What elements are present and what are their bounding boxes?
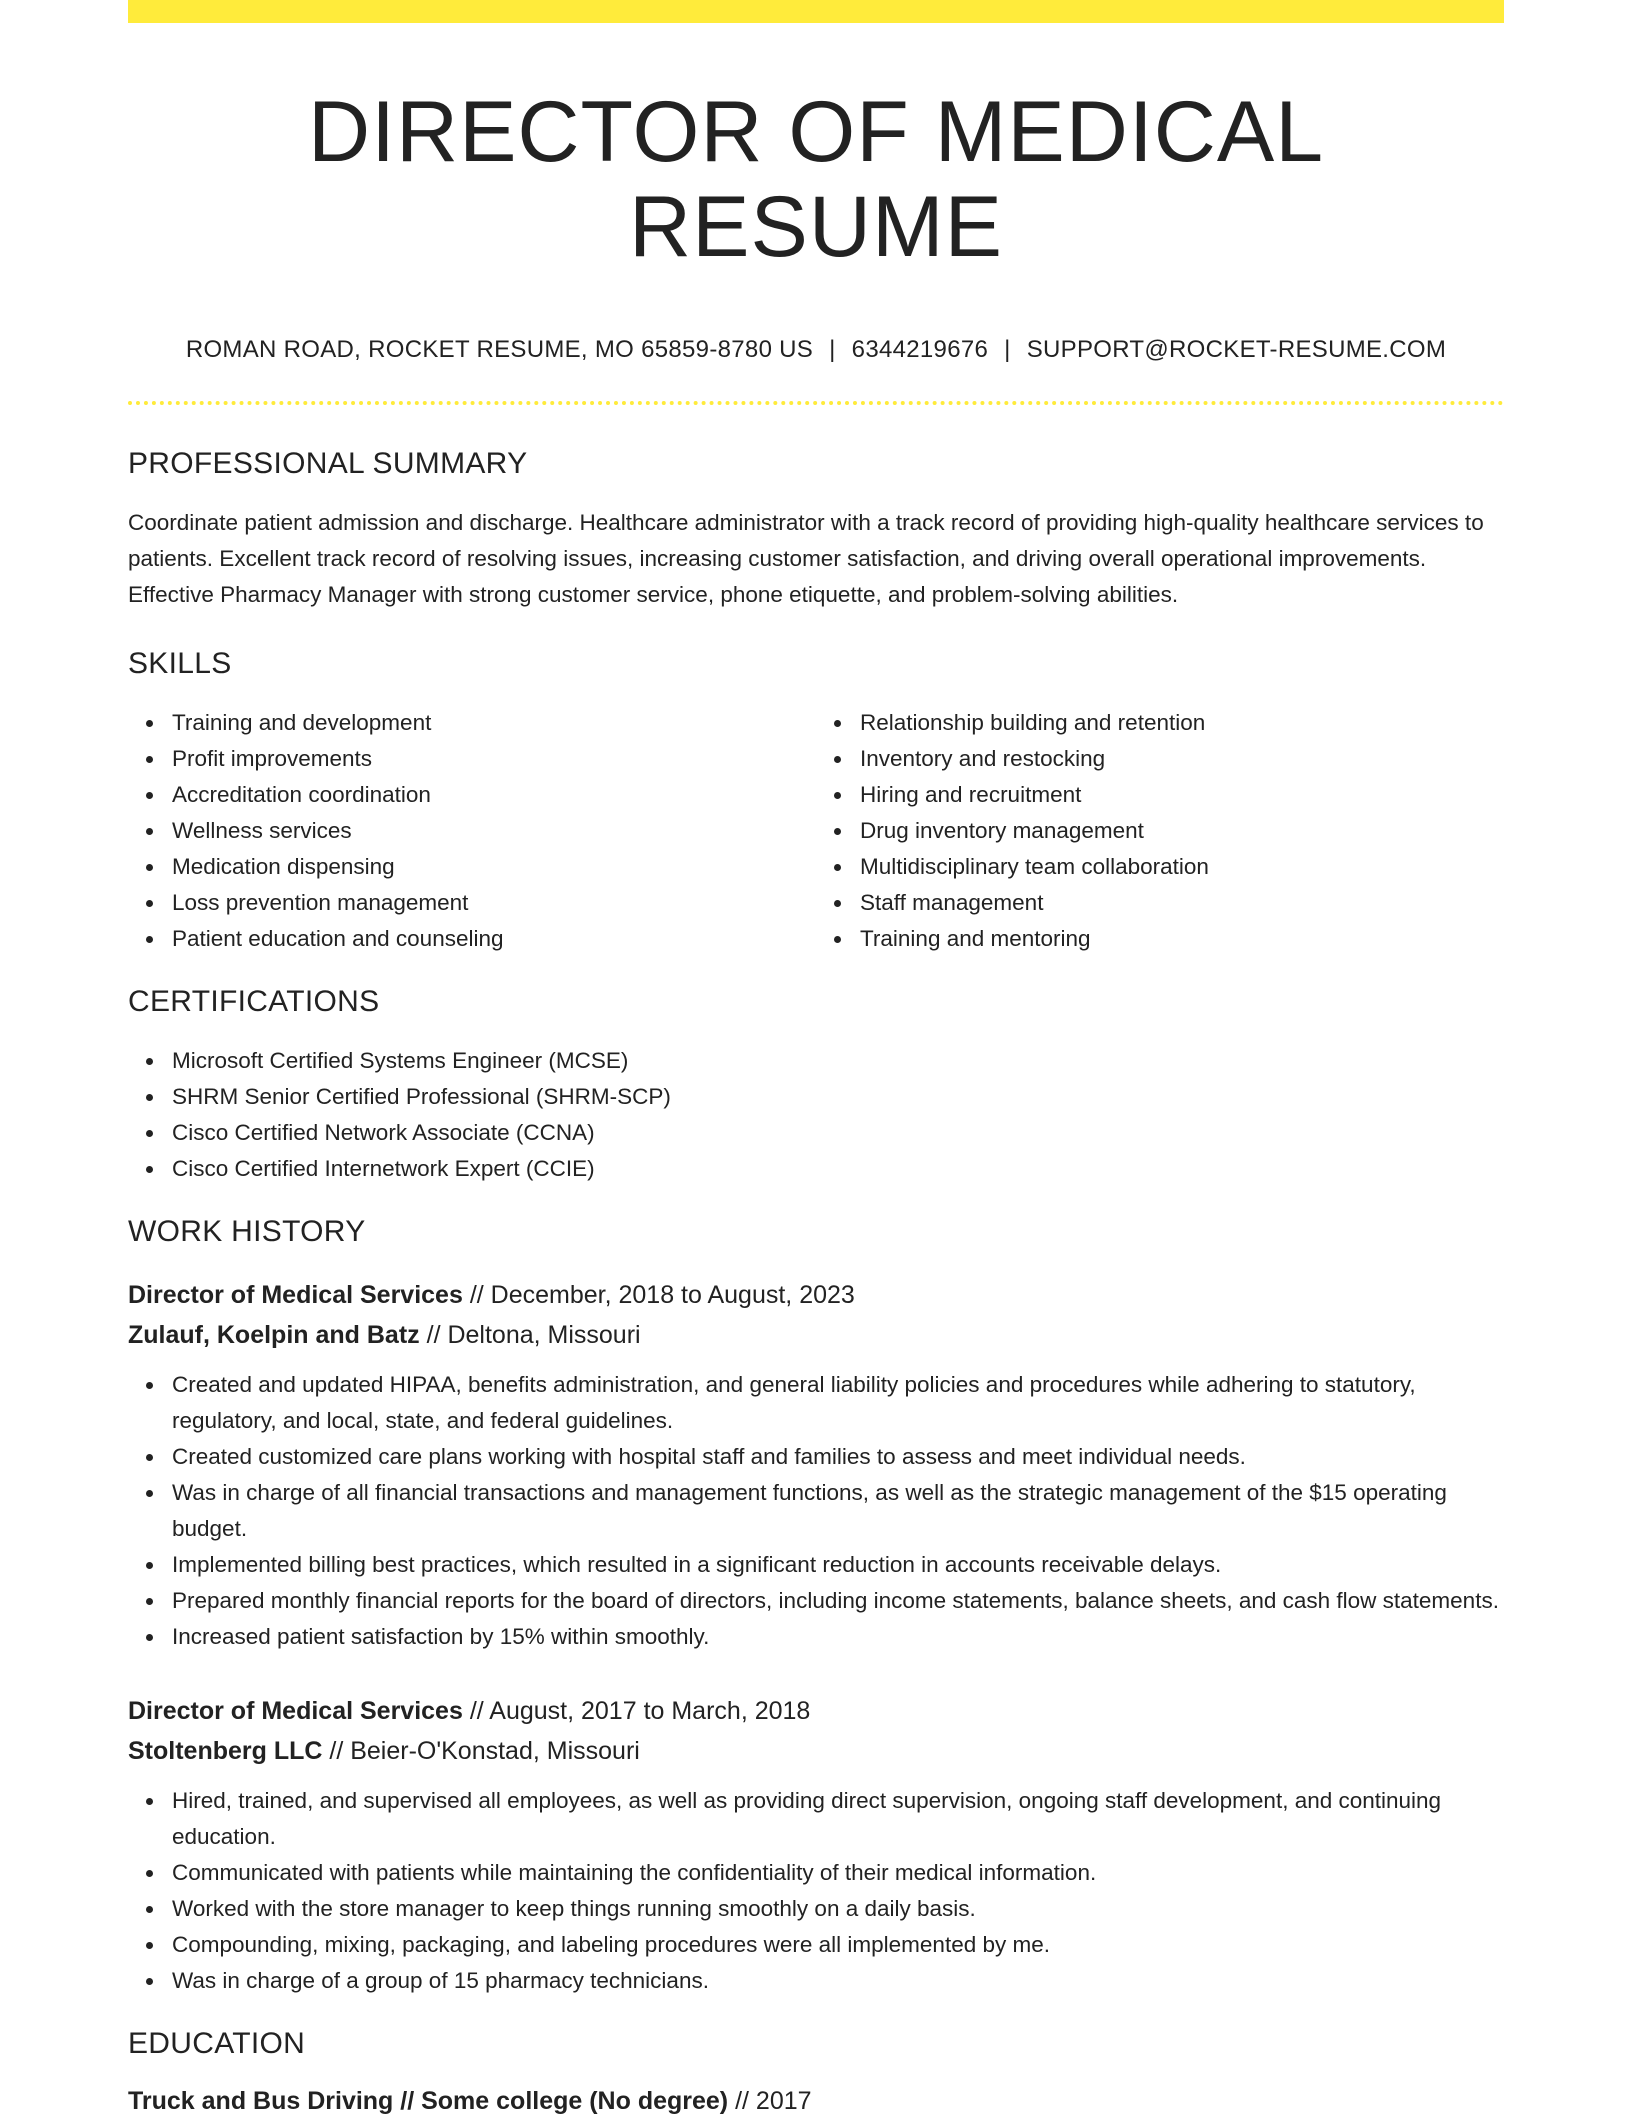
certifications-list	[128, 1043, 1504, 1187]
job-bullet: Was in charge of a group of 15 pharmacy technicians.	[172, 1963, 1504, 1999]
contact-address: ROMAN ROAD, ROCKET RESUME, MO 65859-8780 US	[185, 336, 814, 364]
job-bullet: Created customized care plans working with hospital staff and families to assess and meet individual needs.	[172, 1439, 1504, 1475]
skill-item: Inventory and restocking	[860, 741, 1504, 777]
resume-title: DIRECTOR OF MEDICAL RESUME	[307, 84, 1325, 275]
job-bullet: Created and updated HIPAA, benefits administration, and general liability policies and procedures while adhering to statutory, regulatory, and local, state, and federal guidelines.	[172, 1367, 1504, 1439]
skill-item: Training and development	[172, 705, 816, 741]
job-company: Zulauf, Koelpin and Batz	[128, 1321, 420, 1350]
certifications-heading: CERTIFICATIONS	[128, 985, 380, 1019]
job-bullet: Worked with the store manager to keep things running smoothly on a daily basis.	[172, 1891, 1504, 1927]
contact-line	[128, 336, 1504, 364]
skill-item: Multidisciplinary team collaboration	[860, 849, 1504, 885]
skill-item: Accreditation coordination	[172, 777, 816, 813]
certification-item: Cisco Certified Network Associate (CCNA)	[172, 1115, 1504, 1151]
job-title: Director of Medical Services	[128, 1281, 463, 1310]
education-heading: EDUCATION	[128, 2027, 306, 2061]
job-title: Director of Medical Services	[128, 1697, 463, 1726]
contact-separator: |	[1004, 336, 1011, 364]
job-bullet: Implemented billing best practices, which resulted in a significant reduction in accounts receivable delays.	[172, 1547, 1504, 1583]
skill-item: Training and mentoring	[860, 921, 1504, 957]
contact-separator: |	[829, 336, 836, 364]
job-bullet: Compounding, mixing, packaging, and labeling procedures were all implemented by me.	[172, 1927, 1504, 1963]
skill-item: Drug inventory management	[860, 813, 1504, 849]
job-company: Stoltenberg LLC	[128, 1737, 323, 1766]
education-year: // 2017	[728, 2087, 812, 2116]
education-entry	[128, 2081, 1504, 2121]
skills-grid	[128, 705, 1504, 957]
certification-item: Microsoft Certified Systems Engineer (MCSE)	[172, 1043, 1504, 1079]
certification-item: SHRM Senior Certified Professional (SHRM-SCP)	[172, 1079, 1504, 1115]
certification-item: Cisco Certified Internetwork Expert (CCIE)	[172, 1151, 1504, 1187]
education-degree: Truck and Bus Driving // Some college (No degree)	[128, 2087, 729, 2116]
summary-text: Coordinate patient admission and discharge. Healthcare administrator with a track record of providing high-quality healthcare services to patients. Excellent track record of resolving issues, increasing customer satisfaction, and driving overall operational improvements. Effective Pharmacy Manager with strong customer service, phone etiquette, and problem-solving abilities.	[128, 510, 1484, 608]
dotted-divider	[128, 401, 1504, 405]
work-history-heading: WORK HISTORY	[128, 1215, 366, 1249]
skills-heading: SKILLS	[128, 647, 232, 681]
job-entry	[128, 1691, 1504, 1999]
skill-item: Patient education and counseling	[172, 921, 816, 957]
skill-item: Wellness services	[172, 813, 816, 849]
job-entry	[128, 1275, 1504, 1655]
job-location: // Deltona, Missouri	[419, 1321, 641, 1350]
skills-left-column	[128, 705, 816, 957]
job-company-line	[128, 1731, 1504, 1771]
skill-item: Hiring and recruitment	[860, 777, 1504, 813]
job-bullets	[128, 1367, 1504, 1655]
job-location: // Beier-O'Konstad, Missouri	[322, 1737, 640, 1766]
job-bullet: Communicated with patients while maintaining the confidentiality of their medical information.	[172, 1855, 1504, 1891]
skill-item: Medication dispensing	[172, 849, 816, 885]
resume-page	[128, 0, 1504, 2121]
summary-heading: PROFESSIONAL SUMMARY	[128, 447, 528, 481]
accent-top-bar	[128, 0, 1504, 23]
job-dates: // August, 2017 to March, 2018	[462, 1697, 811, 1726]
job-bullet: Prepared monthly financial reports for the board of directors, including income statements, balance sheets, and cash flow statements.	[172, 1583, 1504, 1619]
job-bullets	[128, 1783, 1504, 1999]
job-bullet: Hired, trained, and supervised all employees, as well as providing direct supervision, ongoing staff development, and continuing education.	[172, 1783, 1504, 1855]
skills-right-column	[816, 705, 1504, 957]
job-title-line	[128, 1691, 1504, 1731]
job-title-line	[128, 1275, 1504, 1315]
contact-email: SUPPORT@ROCKET-RESUME.COM	[1026, 336, 1447, 364]
skill-item: Loss prevention management	[172, 885, 816, 921]
contact-phone: 6344219676	[851, 336, 989, 364]
job-dates: // December, 2018 to August, 2023	[462, 1281, 855, 1310]
skill-item: Staff management	[860, 885, 1504, 921]
skill-item: Relationship building and retention	[860, 705, 1504, 741]
job-company-line	[128, 1315, 1504, 1355]
skill-item: Profit improvements	[172, 741, 816, 777]
job-bullet: Was in charge of all financial transactions and management functions, as well as the strategic management of the $15 operating budget.	[172, 1475, 1504, 1547]
job-bullet: Increased patient satisfaction by 15% within smoothly.	[172, 1619, 1504, 1655]
